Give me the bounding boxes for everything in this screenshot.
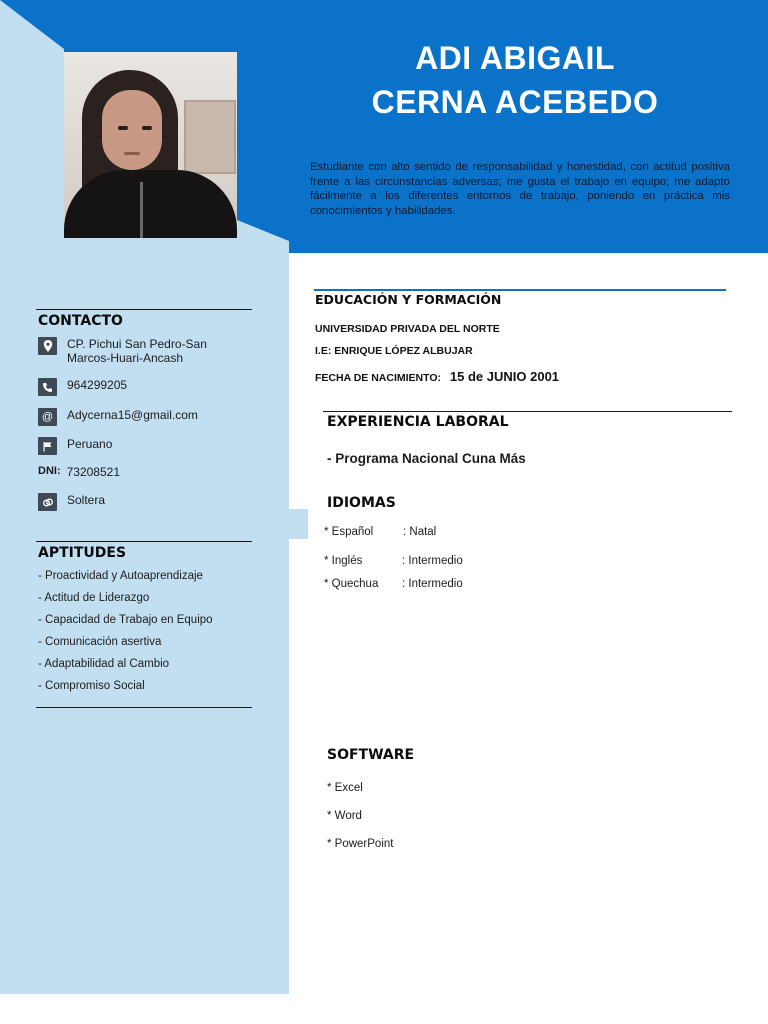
language-name: * Inglés	[324, 555, 363, 567]
contact-address: CP. Pichui San Pedro-San Marcos-Huari-Ancash	[67, 337, 207, 365]
contact-nationality-row	[38, 437, 112, 455]
aptitude-item: - Compromiso Social	[38, 680, 145, 692]
aptitude-item: - Proactividad y Autoaprendizaje	[38, 570, 203, 582]
location-pin-icon	[38, 337, 57, 355]
name-line-2: CERNA ACEBEDO	[371, 84, 659, 120]
aptitudes-bottom-divider	[36, 707, 252, 708]
name-line-1: ADI ABIGAIL	[415, 40, 615, 76]
contact-email[interactable]: Adycerna15@gmail.com	[67, 408, 198, 422]
sidebar-notch	[289, 509, 308, 539]
language-name: * Español	[324, 526, 374, 538]
photo-face	[102, 90, 162, 170]
profile-photo	[64, 52, 237, 238]
education-school: I.E: ENRIQUE LÓPEZ ALBUJAR	[315, 345, 473, 357]
contact-section-title: CONTACTO	[38, 313, 123, 329]
photo-eye	[118, 126, 128, 130]
dni-label: DNI:	[38, 465, 61, 477]
experience-top-divider	[323, 411, 732, 412]
aptitudes-top-divider	[36, 541, 252, 542]
software-section-title: SOFTWARE	[327, 747, 415, 763]
at-sign-icon: @	[38, 408, 57, 426]
software-item: * PowerPoint	[327, 838, 394, 850]
profile-summary: Estudiante con alto sentido de responsabilidad y honestidad, con actitud positiva frente a las circunstancias adversas; me gusta el trabajo en equipo; me adapto fácilmente a los diferentes entornos de trabajo, poniendo en práctica mis conocimientos y habilidades.	[310, 161, 730, 217]
education-university: UNIVERSIDAD PRIVADA DEL NORTE	[315, 323, 500, 335]
aptitude-item: - Comunicación asertiva	[38, 636, 162, 648]
software-item: * Word	[327, 810, 362, 822]
language-level: : Natal	[403, 526, 437, 538]
contact-dni-row	[38, 465, 120, 479]
aptitudes-section-title: APTITUDES	[38, 545, 127, 561]
contact-address-row	[38, 337, 252, 365]
education-top-divider	[314, 289, 726, 291]
birthdate-label: FECHA DE NACIMIENTO:	[315, 372, 441, 384]
flag-icon	[38, 437, 57, 455]
contact-top-divider	[36, 309, 252, 310]
photo-background-art	[184, 100, 236, 174]
contact-marital-row	[38, 493, 105, 511]
photo-mouth	[124, 152, 140, 155]
education-section-title: EDUCACIÓN Y FORMACIÓN	[315, 292, 502, 307]
phone-icon	[38, 378, 57, 396]
contact-phone-row	[38, 378, 127, 396]
photo-body	[64, 170, 237, 238]
software-item: * Excel	[327, 782, 363, 794]
photo-eye	[142, 126, 152, 130]
experience-item: - Programa Nacional Cuna Más	[327, 451, 526, 466]
contact-phone: 964299205	[67, 378, 128, 392]
photo-zipper	[140, 182, 143, 238]
experience-section-title: EXPERIENCIA LABORAL	[327, 414, 509, 430]
language-name: * Quechua	[324, 578, 379, 590]
aptitude-item: - Actitud de Liderazgo	[38, 592, 150, 604]
dni-value: 73208521	[66, 465, 120, 479]
aptitude-item: - Capacidad de Trabajo en Equipo	[38, 614, 213, 626]
rings-icon	[38, 493, 57, 511]
birthdate-row	[315, 369, 559, 384]
language-level: : Intermedio	[402, 555, 463, 567]
languages-section-title: IDIOMAS	[327, 495, 396, 511]
contact-nationality: Peruano	[67, 437, 113, 451]
contact-email-row	[38, 408, 198, 426]
contact-marital-status: Soltera	[67, 493, 106, 507]
language-level: : Intermedio	[402, 578, 463, 590]
aptitude-item: - Adaptabilidad al Cambio	[38, 658, 170, 670]
birthdate-value: 15 de JUNIO 2001	[449, 369, 560, 384]
